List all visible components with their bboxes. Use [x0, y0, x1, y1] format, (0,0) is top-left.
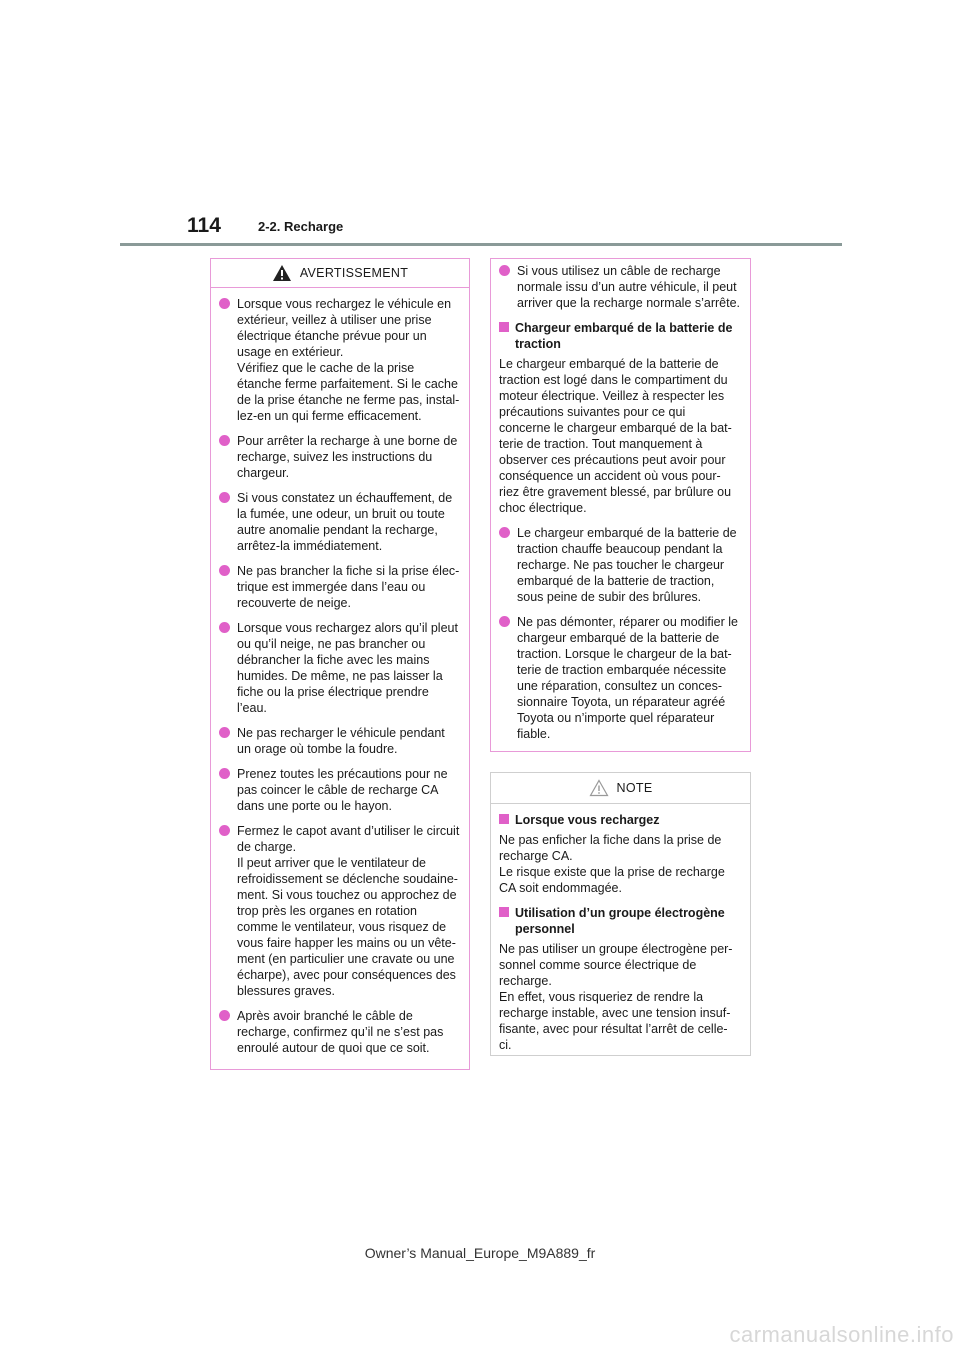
warning-item: Prenez toutes les précautions pour ne pas coincer le câble de recharge CA dans une porte ou le hayon. [219, 766, 461, 814]
square-bullet-icon [499, 322, 509, 332]
warning-item: Ne pas brancher la fiche si la prise élec- trique est immergée dans l’eau ou recouverte de neige. [219, 563, 461, 611]
square-bullet-icon [499, 907, 509, 917]
bullet-icon [219, 825, 230, 836]
warning-item: Si vous constatez un échauffement, de la fumée, une odeur, un bruit ou toute autre anomalie pendant la recharge, arrêtez-la immédiatement. [219, 490, 461, 554]
bullet-icon [219, 622, 230, 633]
note-body [491, 804, 750, 1053]
warning-item: Le chargeur embarqué de la batterie de traction chauffe beaucoup pendant la recharge. Ne pas toucher le chargeur embarqué de la batterie de traction, sous peine de subir des brûlures. [499, 525, 742, 605]
footer: Owner’s Manual_Europe_M9A889_fr [364, 1245, 596, 1261]
warning-item: Si vous utilisez un câble de recharge normale issu d’un autre véhicule, il peut arriver que la recharge normale s’arrête. [499, 263, 742, 311]
bullet-icon [219, 1010, 230, 1021]
subheading: Lorsque vous rechargez [499, 812, 742, 828]
bullet-icon [219, 768, 230, 779]
section-title: 2-2. Recharge [258, 219, 344, 234]
warning-continued-body [491, 259, 750, 742]
warning-body [211, 288, 469, 1056]
subheading: Chargeur embarqué de la batterie de traction [499, 320, 742, 352]
warning-item: Lorsque vous rechargez le véhicule en extérieur, veillez à utiliser une prise électrique étanche prévue pour un usage en extérieur. Vérifiez que le cache de la prise étanche ferme parfaitement. Si le cache de la prise étanche ne ferme pas, instal- lez-en un qui ferme efficacement. [219, 296, 461, 424]
subheading: Utilisation d’un groupe électrogène personnel [499, 905, 742, 937]
warning-item: Pour arrêter la recharge à une borne de recharge, suivez les instructions du chargeur. [219, 433, 461, 481]
warning-item: Fermez le capot avant d’utiliser le circuit de charge. Il peut arriver que le ventilateur de refroidissement se déclenche soudaine- ment. Si vous touchez ou approchez de trop près les organes en rotation comme le ventilateur, vous risquez de vous faire happer les mains ou un vête- ment (en particulier une cravate ou une écharpe), avec pour conséquences des blessures graves. [219, 823, 461, 999]
note-box [490, 772, 751, 1056]
warning-box [210, 258, 470, 1070]
warning-title: AVERTISSEMENT [299, 266, 409, 280]
note-title: NOTE [616, 781, 653, 795]
warning-item: Après avoir branché le câble de recharge, confirmez qu’il ne s’est pas enroulé autour de quoi que ce soit. [219, 1008, 461, 1056]
bullet-icon [219, 565, 230, 576]
warning-item: Ne pas démonter, réparer ou modifier le chargeur embarqué de la batterie de traction. Lorsque le chargeur de la bat- terie de traction embarquée nécessite une réparation, consultez un conces- sionnaire Toyota, un réparateur agréé Toyota ou n’importe quel réparateur fiable. [499, 614, 742, 742]
paragraph: Ne pas enficher la fiche dans la prise de recharge CA. Le risque existe que la prise de recharge CA soit endommagée. [499, 833, 725, 895]
bullet-icon [499, 265, 510, 276]
bullet-icon [219, 298, 230, 309]
watermark: carmanualsonline.info [729, 1322, 954, 1347]
square-bullet-icon [499, 814, 509, 824]
bullet-icon [219, 435, 230, 446]
bullet-icon [219, 492, 230, 503]
note-header [491, 773, 750, 804]
paragraph: Ne pas utiliser un groupe électrogène per- sonnel comme source électrique de recharge. En effet, vous risqueriez de rendre la recharge instable, avec une tension insuf- fisante, avec pour résultat l’arrêt de celle- ci. [499, 942, 733, 1052]
warning-continued-box [490, 258, 751, 752]
warning-item: Ne pas recharger le véhicule pendant un orage où tombe la foudre. [219, 725, 461, 757]
warning-item: Lorsque vous rechargez alors qu’il pleut ou qu’il neige, ne pas brancher ou débrancher la fiche avec les mains humides. De même, ne pas laisser la fiche ou la prise électrique prendre l’eau. [219, 620, 461, 716]
warning-header [211, 259, 469, 288]
paragraph: Le chargeur embarqué de la batterie de traction est logé dans le compartiment du moteur électrique. Veillez à respecter les précautions suivantes pour ce qui concerne le chargeur embarqué de la bat- terie de traction. Tout manquement à observer ces précautions peut avoir pour conséquence un accident où vous pour- riez être gravement blessé, par brûlure ou choc électrique. [499, 357, 732, 515]
bullet-icon [219, 727, 230, 738]
page-number: 114 [187, 214, 221, 237]
bullet-icon [499, 527, 510, 538]
header-rule [120, 243, 842, 246]
warning-triangle-icon [272, 264, 292, 282]
caution-triangle-icon [589, 779, 609, 797]
bullet-icon [499, 616, 510, 627]
